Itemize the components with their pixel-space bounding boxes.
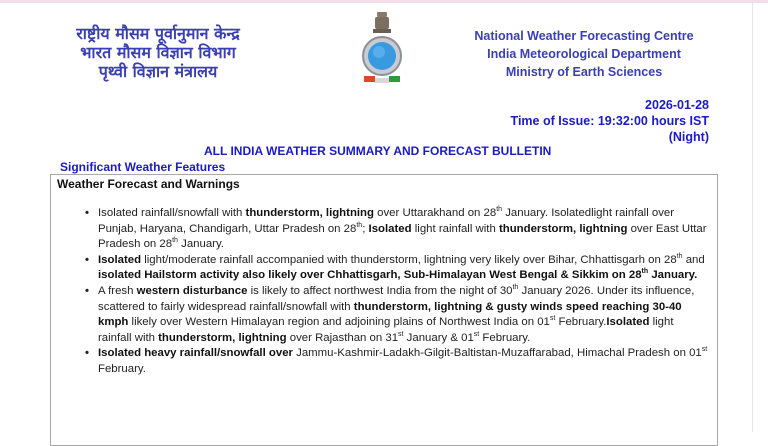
- time-of-issue: Time of Issue: 19:32:00 hours IST: [510, 114, 709, 128]
- top-band: [0, 0, 768, 3]
- hindi-line-1: राष्ट्रीय मौसम पूर्वानुमान केन्द्र: [76, 24, 240, 43]
- issue-date: 2026-01-28: [645, 98, 709, 112]
- forecast-list: [85, 206, 710, 378]
- page-edge: [752, 3, 753, 432]
- hindi-line-2: भारत मौसम विज्ञान विभाग: [80, 43, 236, 62]
- section-heading: Significant Weather Features: [60, 160, 226, 174]
- list-item: • Isolated light/moderate rainfall accompanied with thunderstorm, lightning very likely over Bihar, Chhattisgarh on 28th and isolated Hailstorm activity also likely over Chhattisgarh, Sub-Himalayan West Bengal & Sikkim on 28th January.: [85, 253, 710, 284]
- imd-emblem-icon: [360, 10, 404, 90]
- bulletin-title: ALL INDIA WEATHER SUMMARY AND FORECAST BULLETIN: [204, 144, 552, 158]
- list-item: • A fresh western disturbance is likely to affect northwest India from the night of 30th January 2026. Under its influence, scattered to fairly widespread rainfall/snowfall with thunderstorm, lightning & gusty winds speed reaching 30-40 kmph likely over Western Himalayan region and adjoining plains of Northwest India on 01st February.Isolated light rainfall with thunderstorm, lightning over Rajasthan on 31st January & 01st February.: [85, 284, 710, 346]
- box-title: Weather Forecast and Warnings: [57, 177, 240, 191]
- org-line-3: Ministry of Earth Sciences: [505, 65, 663, 79]
- hindi-line-3: पृथ्वी विज्ञान मंत्रालय: [98, 62, 218, 81]
- english-org-name: [468, 27, 700, 81]
- forecast-warnings-box: [50, 174, 718, 446]
- issue-info: [511, 97, 709, 145]
- org-line-2: India Meteorological Department: [487, 47, 681, 61]
- org-line-1: National Weather Forecasting Centre: [474, 29, 694, 43]
- hindi-org-name: [40, 24, 276, 81]
- list-item: • Isolated heavy rainfall/snowfall over Jammu-Kashmir-Ladakh-Gilgit-Baltistan-Muzaffarabad, Himachal Pradesh on 01st February.: [85, 346, 710, 377]
- list-item: • Isolated rainfall/snowfall with thunderstorm, lightning over Uttarakhand on 28th January. Isolatedlight rainfall over Punjab, Haryana, Chandigarh, Uttar Pradesh on 28th; Isolated light rainfall with thunderstorm, lightning over East Uttar Pradesh on 28th January.: [85, 206, 710, 253]
- issue-period: (Night): [668, 130, 709, 144]
